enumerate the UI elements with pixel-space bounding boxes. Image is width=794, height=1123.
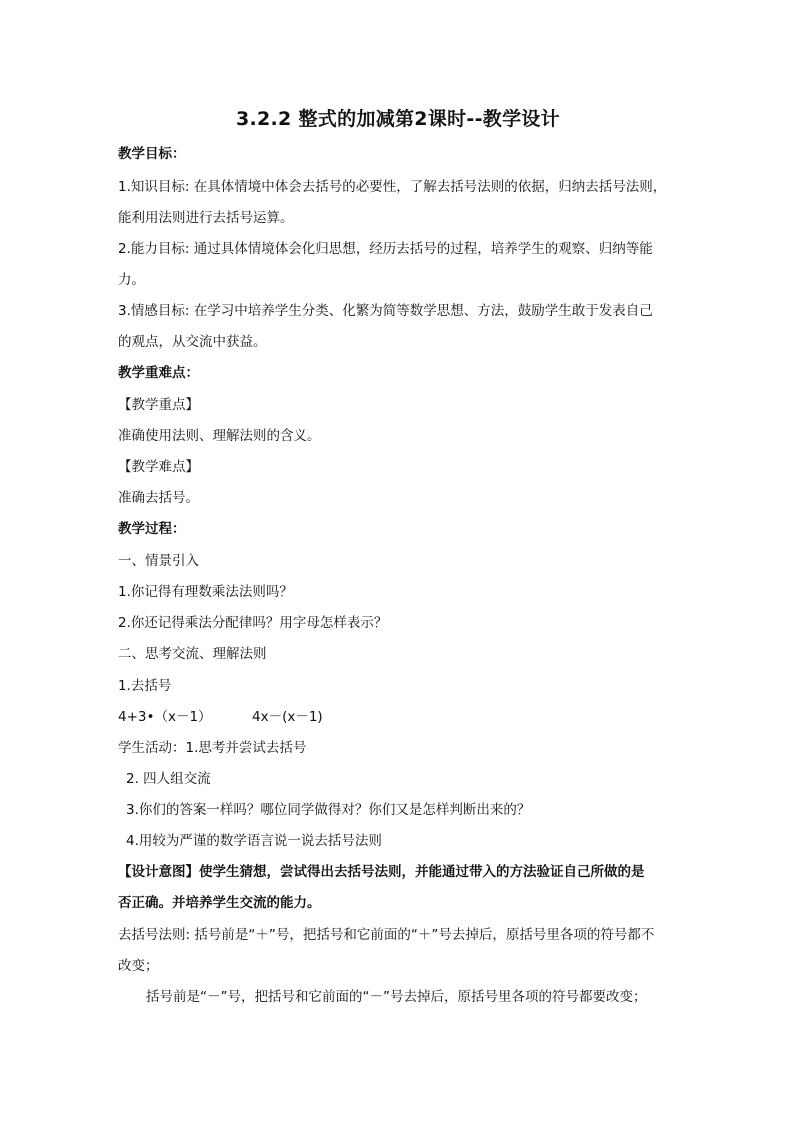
difficult-text: 准确去括号。 — [118, 490, 199, 506]
section-1-title: 一、情景引入 — [118, 553, 199, 569]
objectives-heading: 教学目标： — [118, 146, 186, 162]
section-2-title: 二、思考交流、理解法则 — [118, 646, 267, 662]
objective-1-line1: 1.知识目标: 在具体情境中体会去括号的必要性，了解去括号法则的依据，归纳去括号法则， — [118, 179, 667, 195]
design-intent-line1: 【设计意图】使学生猜想，尝试得出去括号法则，并能通过带入的方法验证自己所做的是 — [118, 864, 645, 880]
key-points-label: 【教学重点】 — [118, 397, 199, 413]
section-1-question-1: 1.你记得有理数乘法法则吗？ — [118, 584, 293, 600]
document-title: 3.2.2 整式的加减第2课时--教学设计 — [235, 108, 560, 130]
objective-2-line2: 力。 — [118, 272, 145, 288]
expression-right: 4x－(x－1) — [252, 709, 323, 725]
rule-line3: 括号前是“－”号，把括号和它前面的“－”号去掉后，原括号里各项的符号都要改变； — [146, 989, 647, 1005]
objective-1-line2: 能利用法则进行去括号运算。 — [118, 210, 294, 226]
key-difficult-heading: 教学重难点： — [118, 365, 199, 381]
student-activity-4: 4.用较为严谨的数学语言说一说去括号法则 — [126, 833, 382, 849]
objective-3-line1: 3.情感目标: 在学习中培养学生分类、化繁为简等数学思想、方法，鼓励学生敢于发表自己 — [118, 303, 653, 319]
key-points-text: 准确使用法则、理解法则的含义。 — [118, 428, 321, 444]
section-1-question-2: 2.你还记得乘法分配律吗？用字母怎样表示？ — [118, 615, 388, 631]
rule-line1: 去括号法则: 括号前是“＋”号，把括号和它前面的“＋”号去掉后，原括号里各项的符号都不 — [118, 927, 655, 943]
student-activity-2: 2. 四人组交流 — [126, 771, 211, 787]
rule-line2: 改变； — [118, 958, 159, 974]
objective-2-line1: 2.能力目标: 通过具体情境体会化归思想，经历去括号的过程，培养学生的观察、归纳等能 — [118, 241, 653, 257]
section-2-sub-1: 1.去括号 — [118, 678, 172, 694]
expression-left: 4+3•（x－1） — [118, 709, 212, 725]
objective-3-line2: 的观点，从交流中获益。 — [118, 334, 267, 350]
student-activity-3: 3.你们的答案一样吗？哪位同学做得对？你们又是怎样判断出来的？ — [126, 802, 531, 818]
student-activity-1: 学生活动：1.思考并尝试去括号 — [118, 740, 307, 756]
process-heading: 教学过程： — [118, 521, 186, 537]
difficult-label: 【教学难点】 — [118, 459, 199, 475]
design-intent-line2: 否正确。并培养学生交流的能力。 — [118, 895, 321, 911]
